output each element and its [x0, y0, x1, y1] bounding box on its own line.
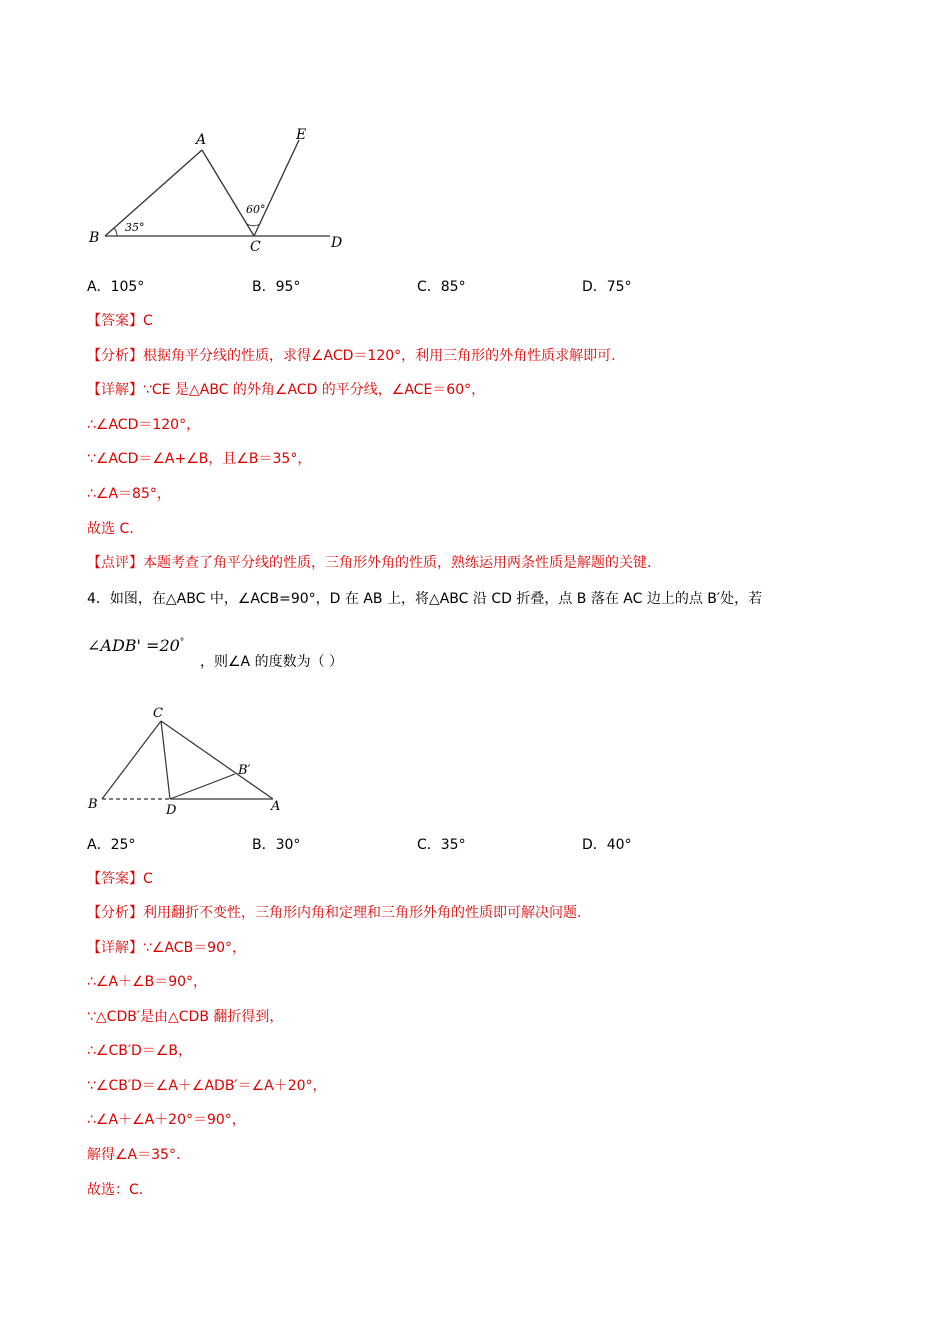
label-b-prime: B′ — [238, 763, 251, 778]
figure-triangle-abc-exterior-angle — [85, 122, 355, 257]
q3-detail-line-4: ∴∠A＝85°， — [87, 486, 171, 502]
label-a: A — [196, 132, 207, 148]
q4-detail-line-6: ∴∠A＋∠A＋20°＝90°， — [87, 1112, 246, 1128]
figure-folded-triangle — [85, 702, 290, 817]
segment-ca — [161, 721, 273, 799]
label-b: B — [89, 230, 100, 246]
q3-options — [87, 276, 847, 300]
angle-arc-b — [114, 228, 117, 236]
q4-detail-line-3: ∵△CDB′是由△CDB 翻折得到， — [87, 1009, 284, 1025]
q3-detail-line-1: 【详解】∵CE 是△ABC 的外角∠ACD 的平分线，∠ACE＝60°， — [87, 382, 486, 398]
label-a: A — [271, 799, 281, 814]
q4-option-a[interactable]: A．25° — [87, 837, 136, 853]
q4-formula-main: ∠ADB' =20 — [87, 636, 180, 655]
label-d: D — [166, 803, 177, 817]
label-c: C — [250, 239, 261, 255]
q4-detail-line-2: ∴∠A＋∠B＝90°， — [87, 974, 208, 990]
label-c: C — [153, 706, 163, 721]
q4-detail-line-4: ∴∠CB′D＝∠B， — [87, 1043, 192, 1059]
q3-comment: 【点评】本题考查了角平分线的性质，三角形外角的性质，熟练运用两条性质是解题的关键. — [87, 555, 652, 571]
q4-detail-line-1: 【详解】∵∠ACB＝90°， — [87, 940, 246, 956]
angle-label-c: 60° — [246, 203, 266, 216]
angle-label-b: 35° — [125, 221, 145, 234]
q4-option-d[interactable]: D．40° — [582, 837, 632, 853]
q4-choice: 故选：C. — [87, 1182, 144, 1198]
q3-detail-line-3: ∵∠ACD＝∠A+∠B，且∠B＝35°， — [87, 451, 312, 467]
angle-arc-c — [247, 224, 260, 226]
q4-options — [87, 834, 847, 858]
q3-option-d[interactable]: D．75° — [582, 279, 632, 295]
q4-question-tail: ，则∠A 的度数为（ ） — [200, 654, 344, 670]
q3-option-a[interactable]: A．105° — [87, 279, 145, 295]
segment-bc — [102, 721, 161, 799]
q4-analysis: 【分析】利用翻折不变性，三角形内角和定理和三角形外角的性质即可解决问题. — [87, 905, 582, 921]
label-d: D — [331, 235, 343, 251]
label-e: E — [296, 127, 307, 143]
segment-ce — [254, 140, 299, 236]
label-b: B — [88, 797, 98, 812]
segment-cd — [161, 721, 170, 799]
q4-option-c[interactable]: C．35° — [417, 837, 466, 853]
q3-detail-line-2: ∴∠ACD＝120°， — [87, 417, 201, 433]
q4-answer: 【答案】C — [87, 871, 153, 887]
q3-option-c[interactable]: C．85° — [417, 279, 466, 295]
segment-ac — [202, 150, 254, 236]
q4-formula — [87, 636, 184, 655]
segment-db-prime — [170, 774, 235, 799]
q3-answer: 【答案】C — [87, 313, 153, 329]
q4-stem: 4．如图，在△ABC 中，∠ACB=90°，D 在 AB 上，将△ABC 沿 CD 折叠，点 B 落在 AC 边上的点 B′处，若 — [87, 591, 763, 607]
q4-detail-line-5: ∵∠CB′D＝∠A＋∠ADB′＝∠A＋20°， — [87, 1078, 327, 1094]
q3-choice: 故选 C. — [87, 521, 134, 537]
q3-analysis: 【分析】根据角平分线的性质，求得∠ACD＝120°，利用三角形的外角性质求解即可. — [87, 348, 616, 364]
q4-option-b[interactable]: B．30° — [252, 837, 301, 853]
q4-detail-line-7: 解得∠A＝35°. — [87, 1147, 181, 1163]
q3-option-b[interactable]: B．95° — [252, 279, 301, 295]
q4-formula-degree: ° — [179, 637, 185, 648]
segment-ba — [105, 150, 202, 236]
